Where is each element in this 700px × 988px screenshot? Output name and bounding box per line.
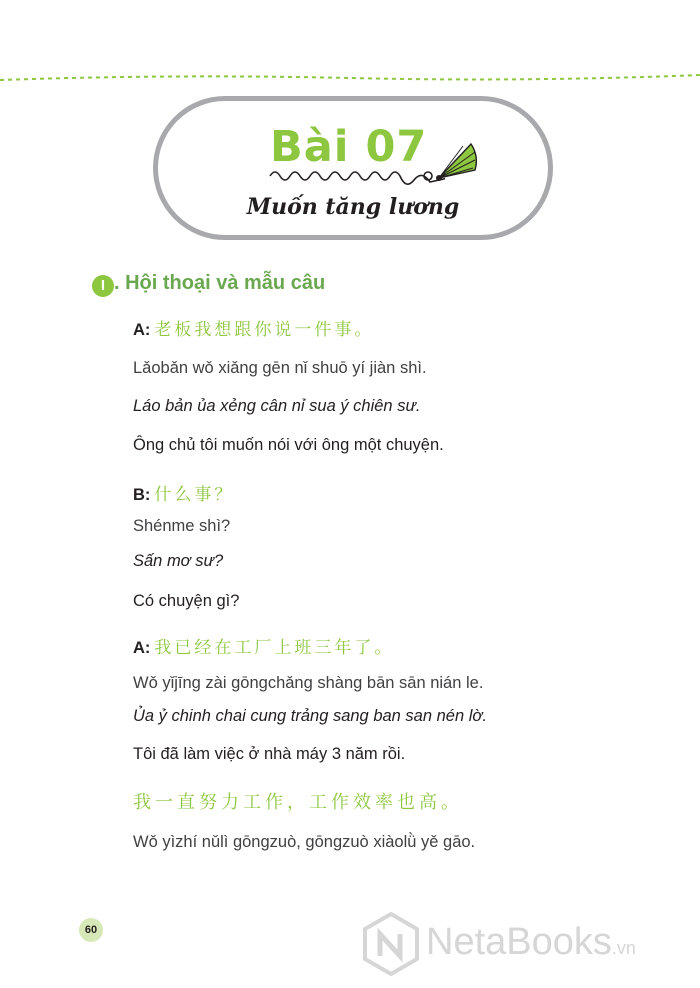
chinese-text: 老板我想跟你说一件事。 (154, 320, 375, 340)
lesson-subtitle: Muốn tăng lương (246, 194, 460, 220)
dialogue-line-chinese (133, 319, 374, 341)
speaker-label: A: (133, 321, 151, 339)
vietnamese-translation: Ông chủ tôi muốn nói với ông một chuyện. (133, 436, 444, 454)
dialogue-line-chinese (133, 484, 234, 506)
pinyin-text: Lǎobǎn wǒ xiǎng gēn nǐ shuō yí jiàn shì. (133, 359, 427, 377)
squiggle-decoration (265, 166, 445, 192)
phonetic-text: Sấn mơ sư? (133, 552, 224, 570)
phonetic-text: Ủa ỷ chinh chai cung trảng sang ban san nén lờ. (133, 707, 487, 725)
section-number-badge: I (92, 275, 114, 297)
pinyin-text: Wǒ yǐjīng zài gōngchǎng shàng bān sān nián le. (133, 674, 484, 692)
hand-fan-icon (433, 140, 477, 184)
vietnamese-translation: Có chuyện gì? (133, 592, 240, 610)
chinese-text: 我一直努力工作，工作效率也高。 (133, 792, 463, 813)
speaker-label: A: (133, 639, 151, 657)
vietnamese-translation: Tôi đã làm việc ở nhà máy 3 năm rồi. (133, 745, 406, 763)
watermark-brand-name: NetaBooks (426, 921, 612, 963)
dialogue-line-chinese (133, 637, 394, 659)
watermark-brand (426, 920, 636, 970)
lesson-title: Bài 07 (270, 122, 428, 172)
section-title: . Hội thoại và mẫu câu (114, 272, 326, 294)
speaker-label: B: (133, 486, 151, 504)
dialogue-line-chinese (133, 792, 463, 814)
page-number: 60 (79, 918, 103, 942)
chinese-text: 什么事？ (154, 485, 235, 505)
chinese-text: 我已经在工厂上班三年了。 (154, 638, 395, 658)
dotted-divider (0, 70, 700, 86)
watermark-suffix: .vn (611, 938, 636, 958)
netabooks-logo-icon (362, 912, 420, 976)
phonetic-text: Láo bản ủa xẻng cân nỉ sua ý chiên sư. (133, 397, 421, 415)
pinyin-text: Wǒ yìzhí nǔlì gōngzuò, gōngzuò xiàolǜ yě gāo. (133, 833, 476, 851)
pinyin-text: Shénme shì? (133, 517, 231, 535)
